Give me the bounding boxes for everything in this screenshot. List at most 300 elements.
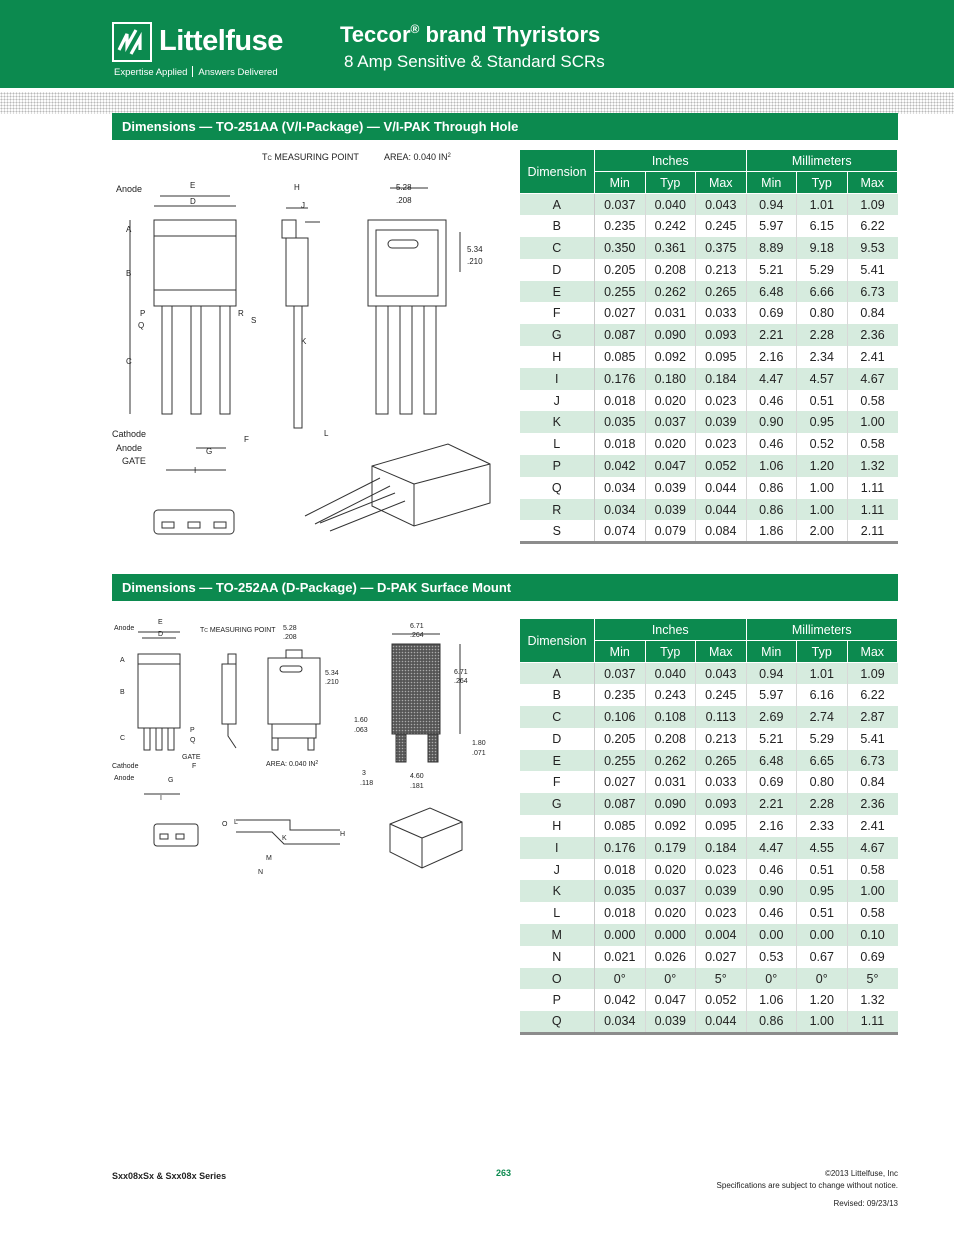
svg-text:H: H [294,183,300,192]
table-row [520,771,898,793]
table-row [520,859,898,881]
value-cell: 0.047 [645,455,696,477]
littelfuse-logo [112,22,283,80]
value-cell: 1.01 [797,663,848,685]
svg-text:E: E [190,181,196,190]
value-cell: 2.28 [797,793,848,815]
value-cell: 5.97 [746,215,797,237]
value-cell: 0.235 [595,215,646,237]
svg-text:.208: .208 [283,634,297,641]
svg-text:N: N [258,869,264,876]
value-cell: 0.000 [595,924,646,946]
svg-text:.264: .264 [454,678,468,685]
value-cell: 1.11 [860,480,885,495]
value-cell: 0.86 [746,1011,797,1033]
svg-text:1.60: 1.60 [354,717,368,724]
value-cell: 9.53 [847,237,898,259]
value-cell: 0.67 [797,946,848,968]
value-cell: 0.243 [645,684,696,706]
value-cell: 1.00 [797,477,848,499]
value-cell: 0.042 [595,989,646,1011]
value-cell: 0.180 [645,368,696,390]
dimension-cell: K [520,411,595,433]
dimension-cell: S [520,520,595,542]
to252-drawing [110,612,515,887]
value-cell: 0.035 [595,880,646,902]
to251-drawing [110,148,515,543]
value-cell: 4.47 [746,368,797,390]
value-cell: 2.36 [847,324,898,346]
value-cell: 0.085 [595,346,646,368]
value-cell: 0.69 [860,949,885,964]
svg-text:A: A [120,657,125,664]
value-cell: 1.32 [860,993,885,1008]
value-cell: 6.73 [847,750,898,772]
value-cell: 0.245 [696,684,747,706]
dimension-cell: E [520,281,595,303]
value-cell: 0.58 [860,862,885,877]
value-cell: 0.092 [645,815,696,837]
value-cell: 6.65 [797,750,848,772]
dimension-cell: A [520,194,595,216]
value-cell: 2.36 [847,793,898,815]
value-cell: 2.16 [746,346,797,368]
value-cell: 0.023 [696,390,747,412]
page-header [0,0,954,88]
dotted-band [0,92,954,114]
dimension-cell: Q [520,1011,595,1033]
value-cell: 0.00 [797,924,848,946]
value-cell: 0° [595,968,646,990]
value-cell: 2.11 [847,520,898,542]
svg-text:.071: .071 [472,750,486,757]
svg-text:R: R [238,309,244,318]
svg-text:.264: .264 [410,632,424,639]
value-cell: 0.095 [696,346,747,368]
svg-text:Anode: Anode [114,775,135,782]
subheader-row: Min Typ Max Min Typ Max [520,172,898,194]
table-row [520,302,898,324]
value-cell: 0.80 [797,771,848,793]
dimension-header: Dimension [520,150,595,194]
value-cell: 1.09 [847,663,898,685]
value-cell: 0.044 [696,499,747,521]
value-cell: 1.86 [746,520,797,542]
svg-text:I: I [160,795,162,802]
table-row [520,924,898,946]
table-row [520,837,898,859]
svg-text:G: G [206,447,213,456]
value-cell: 0.040 [645,194,696,216]
dimension-cell: J [520,859,595,881]
svg-text:.063: .063 [354,727,368,734]
svg-text:.210: .210 [467,257,483,266]
value-cell: 0.018 [595,859,646,881]
value-cell: 0.043 [696,663,747,685]
dimension-cell: B [520,215,595,237]
subheader-row: Min Typ Max Min Typ Max [520,641,898,663]
value-cell: 0.026 [645,946,696,968]
value-cell: 0.087 [595,793,646,815]
fuse-logo-icon [112,22,152,62]
to251-tab [154,220,236,236]
table-row [520,520,898,542]
brand-name: Littelfuse [159,25,283,57]
dimension-cell: O [520,968,595,990]
table-row [520,946,898,968]
dimension-cell: P [520,455,595,477]
svg-text:.208: .208 [396,196,412,205]
value-cell: 0.027 [595,771,646,793]
svg-text:S: S [251,316,257,325]
svg-text:I: I [194,466,197,475]
value-cell: 2.34 [797,346,848,368]
value-cell: 5.41 [860,262,885,277]
value-cell: 0° [797,968,848,990]
svg-text:P: P [140,309,146,318]
value-cell: 0.039 [696,880,747,902]
value-cell: 0° [645,968,696,990]
dimension-cell: M [520,924,595,946]
value-cell: 5° [696,968,747,990]
dimension-cell: F [520,771,595,793]
table-row [520,499,898,521]
value-cell: 1.32 [847,455,898,477]
value-cell: 1.00 [847,880,898,902]
value-cell: 1.06 [746,455,797,477]
value-cell: 2.21 [746,324,797,346]
svg-text:B: B [120,689,125,696]
value-cell: 6.22 [860,688,885,703]
value-cell: 2.87 [847,706,898,728]
millimeters-header: Millimeters [746,619,898,641]
page-title: Teccor® brand Thyristors [340,22,601,47]
value-cell: 0.46 [746,902,797,924]
value-cell: 1.20 [797,989,848,1011]
value-cell: 0.033 [696,771,747,793]
value-cell: 0.042 [595,455,646,477]
value-cell: 0.023 [696,902,747,924]
value-cell: 5.21 [746,728,797,750]
svg-text:C: C [120,735,126,742]
value-cell: 0.52 [797,433,848,455]
value-cell: 0.087 [595,324,646,346]
svg-text:L: L [234,819,238,826]
svg-text:K: K [301,337,307,346]
value-cell: 1.11 [847,1011,898,1033]
to251-body [154,236,236,306]
value-cell: 0.235 [595,684,646,706]
svg-text:Cathode: Cathode [112,429,147,439]
value-cell: 0.092 [645,346,696,368]
table-row [520,793,898,815]
value-cell: 2.21 [746,793,797,815]
table-row [520,815,898,837]
value-cell: 0.018 [595,433,646,455]
table-row [520,902,898,924]
svg-text:1.80: 1.80 [472,740,486,747]
value-cell: 2.28 [797,324,848,346]
value-cell: 0.208 [645,728,696,750]
value-cell: 0.090 [645,324,696,346]
value-cell: 4.67 [847,368,898,390]
value-cell: 0.95 [797,880,848,902]
svg-text:.181: .181 [410,783,424,790]
value-cell: 0.208 [645,259,696,281]
value-cell: 0.037 [645,880,696,902]
table-row [520,346,898,368]
svg-text:B: B [126,269,132,278]
svg-text:AREA: 0.040 IN2: AREA: 0.040 $IN^2$ [384,152,451,162]
table-row [520,237,898,259]
svg-text:TC MEASURING POINT: TC MEASURING POINT [262,152,359,162]
brand-tagline: Expertise Applied Answers Delivered [114,67,278,78]
svg-text:J: J [301,201,305,210]
value-cell: 0.245 [696,215,747,237]
dimension-cell: H [520,346,595,368]
value-cell: 0.242 [645,215,696,237]
page-number: 263 [496,1168,512,1178]
value-cell: 5.21 [746,259,797,281]
table-row [520,880,898,902]
value-cell: 0.86 [746,477,797,499]
table-row [520,281,898,303]
svg-text:Cathode: Cathode [112,763,139,770]
value-cell: 0.51 [797,859,848,881]
value-cell: 2.41 [860,349,885,364]
value-cell: 0.044 [696,477,747,499]
value-cell: 1.00 [797,499,848,521]
value-cell: 2.74 [797,706,848,728]
svg-text:Q: Q [138,321,145,330]
value-cell: 0.037 [645,411,696,433]
table-row [520,728,898,750]
value-cell: 0.58 [860,437,885,452]
value-cell: 0.86 [746,499,797,521]
section-title-to252aa: Dimensions — TO-252AA (D-Package) — D-PAK Surface Mount [112,574,898,601]
svg-text:5.28: 5.28 [283,625,297,632]
table-row [520,390,898,412]
table-row [520,1011,898,1033]
value-cell: 0.039 [645,1011,696,1033]
value-cell: 0.093 [696,324,747,346]
svg-text:6.71: 6.71 [454,669,468,676]
value-cell: 0.58 [860,393,885,408]
value-cell: 5° [847,968,898,990]
value-cell: 9.18 [797,237,848,259]
value-cell: 0.46 [746,390,797,412]
value-cell: 0.350 [595,237,646,259]
value-cell: 0.90 [746,411,797,433]
svg-text:6.71: 6.71 [410,623,424,630]
value-cell: 0.039 [645,477,696,499]
dimension-cell: G [520,793,595,815]
dimension-cell: F [520,302,595,324]
inches-header: Inches [595,619,747,641]
value-cell: 0.023 [696,859,747,881]
svg-text:5.28: 5.28 [396,183,412,192]
value-cell: 0.020 [645,902,696,924]
value-cell: 0.037 [595,663,646,685]
svg-text:O: O [222,821,228,828]
dimension-cell: C [520,706,595,728]
svg-text:Anode: Anode [114,625,135,632]
value-cell: 0.69 [746,771,797,793]
svg-text:L: L [324,429,329,438]
value-cell: 0.018 [595,390,646,412]
svg-text:.118: .118 [360,780,374,787]
dimension-cell: E [520,750,595,772]
svg-text:D: D [158,631,164,638]
dimension-cell: I [520,368,595,390]
dimension-cell: L [520,433,595,455]
value-cell: 0.020 [645,859,696,881]
value-cell: 0.039 [696,411,747,433]
value-cell: 0.020 [645,433,696,455]
value-cell: 0.035 [595,411,646,433]
value-cell: 0.84 [860,775,885,790]
svg-text:5.34: 5.34 [325,670,339,677]
value-cell: 0.034 [595,499,646,521]
section-title-to251aa: Dimensions — TO-251AA (V/I-Package) — V/I-PAK Through Hole [112,113,898,140]
table-row [520,968,898,990]
value-cell: 0.51 [797,390,848,412]
value-cell: 6.66 [797,281,848,303]
svg-text:F: F [244,435,249,444]
value-cell: 4.57 [797,368,848,390]
table-row [520,750,898,772]
value-cell: 0.113 [696,706,747,728]
value-cell: 0.262 [645,750,696,772]
dimension-cell: P [520,989,595,1011]
svg-text:TC MEASURING POINT: TC MEASURING POINT [200,627,276,634]
footer-legal: ©2013 Littelfuse, Inc Specifications are subject to change without notice. Revised: 09/23/13 [716,1169,898,1208]
value-cell: 2.00 [797,520,848,542]
value-cell: 5.29 [797,728,848,750]
value-cell: 0.090 [645,793,696,815]
svg-text:F: F [192,763,197,770]
value-cell: 0.53 [746,946,797,968]
value-cell: 0.262 [645,281,696,303]
dimension-cell: A [520,663,595,685]
value-cell: 1.06 [746,989,797,1011]
dimension-cell: J [520,390,595,412]
value-cell: 0.020 [645,390,696,412]
value-cell: 0.46 [746,859,797,881]
svg-text:E: E [158,619,163,626]
value-cell: 2.69 [746,706,797,728]
value-cell: 0.023 [696,433,747,455]
table-row [520,259,898,281]
svg-text:5.34: 5.34 [467,245,483,254]
value-cell: 0.213 [696,259,747,281]
value-cell: 0.84 [860,306,885,321]
table-row [520,368,898,390]
value-cell: 4.55 [797,837,848,859]
table-row [520,706,898,728]
value-cell: 0.58 [860,906,885,921]
value-cell: 0.021 [595,946,646,968]
value-cell: 2.41 [860,818,885,833]
svg-text:3: 3 [362,770,366,777]
value-cell: 0.031 [645,771,696,793]
inches-header: Inches [595,150,747,172]
value-cell: 0.205 [595,728,646,750]
value-cell: 0.213 [696,728,747,750]
dimension-cell: D [520,259,595,281]
svg-text:AREA: 0.040 IN2: AREA: 0.040 $IN^2$ [266,760,319,768]
value-cell: 5.29 [797,259,848,281]
value-cell: 0.044 [696,1011,747,1033]
dimension-cell: I [520,837,595,859]
value-cell: 0.51 [797,902,848,924]
value-cell: 0.176 [595,837,646,859]
value-cell: 0.027 [595,302,646,324]
value-cell: 0.004 [696,924,747,946]
table-row [520,215,898,237]
value-cell: 1.20 [797,455,848,477]
table-row [520,455,898,477]
dimension-cell: G [520,324,595,346]
value-cell: 1.09 [847,194,898,216]
value-cell: 0.255 [595,750,646,772]
value-cell: 1.01 [797,194,848,216]
value-cell: 2.16 [746,815,797,837]
value-cell: 0.10 [847,924,898,946]
value-cell: 0.034 [595,477,646,499]
table-row [520,194,898,216]
svg-text:4.60: 4.60 [410,773,424,780]
dimension-cell: L [520,902,595,924]
value-cell: 0.375 [696,237,747,259]
value-cell: 0.033 [696,302,747,324]
value-cell: 0.084 [696,520,747,542]
svg-text:P: P [190,727,195,734]
value-cell: 2.33 [797,815,848,837]
millimeters-header: Millimeters [746,150,898,172]
value-cell: 6.48 [746,750,797,772]
page-subtitle: 8 Amp Sensitive & Standard SCRs [344,52,605,71]
svg-text:GATE: GATE [182,754,201,761]
table-row [520,411,898,433]
dimension-cell: C [520,237,595,259]
value-cell: 0.079 [645,520,696,542]
table-row [520,324,898,346]
value-cell: 4.47 [746,837,797,859]
to251aa-dimension-table [519,149,898,544]
svg-text:A: A [126,225,132,234]
table-row [520,989,898,1011]
value-cell: 0.040 [645,663,696,685]
value-cell: 0.90 [746,880,797,902]
value-cell: 5.97 [746,684,797,706]
dimension-cell: N [520,946,595,968]
value-cell: 0.095 [696,815,747,837]
value-cell: 0.106 [595,706,646,728]
value-cell: 5.41 [860,731,885,746]
svg-text:G: G [168,777,174,784]
table-row [520,684,898,706]
value-cell: 0.179 [645,837,696,859]
value-cell: 0.039 [645,499,696,521]
dimension-cell: B [520,684,595,706]
value-cell: 0.265 [696,750,747,772]
value-cell: 0.018 [595,902,646,924]
table-row [520,477,898,499]
value-cell: 0.052 [696,455,747,477]
value-cell: 0.00 [746,924,797,946]
dimension-cell: K [520,880,595,902]
